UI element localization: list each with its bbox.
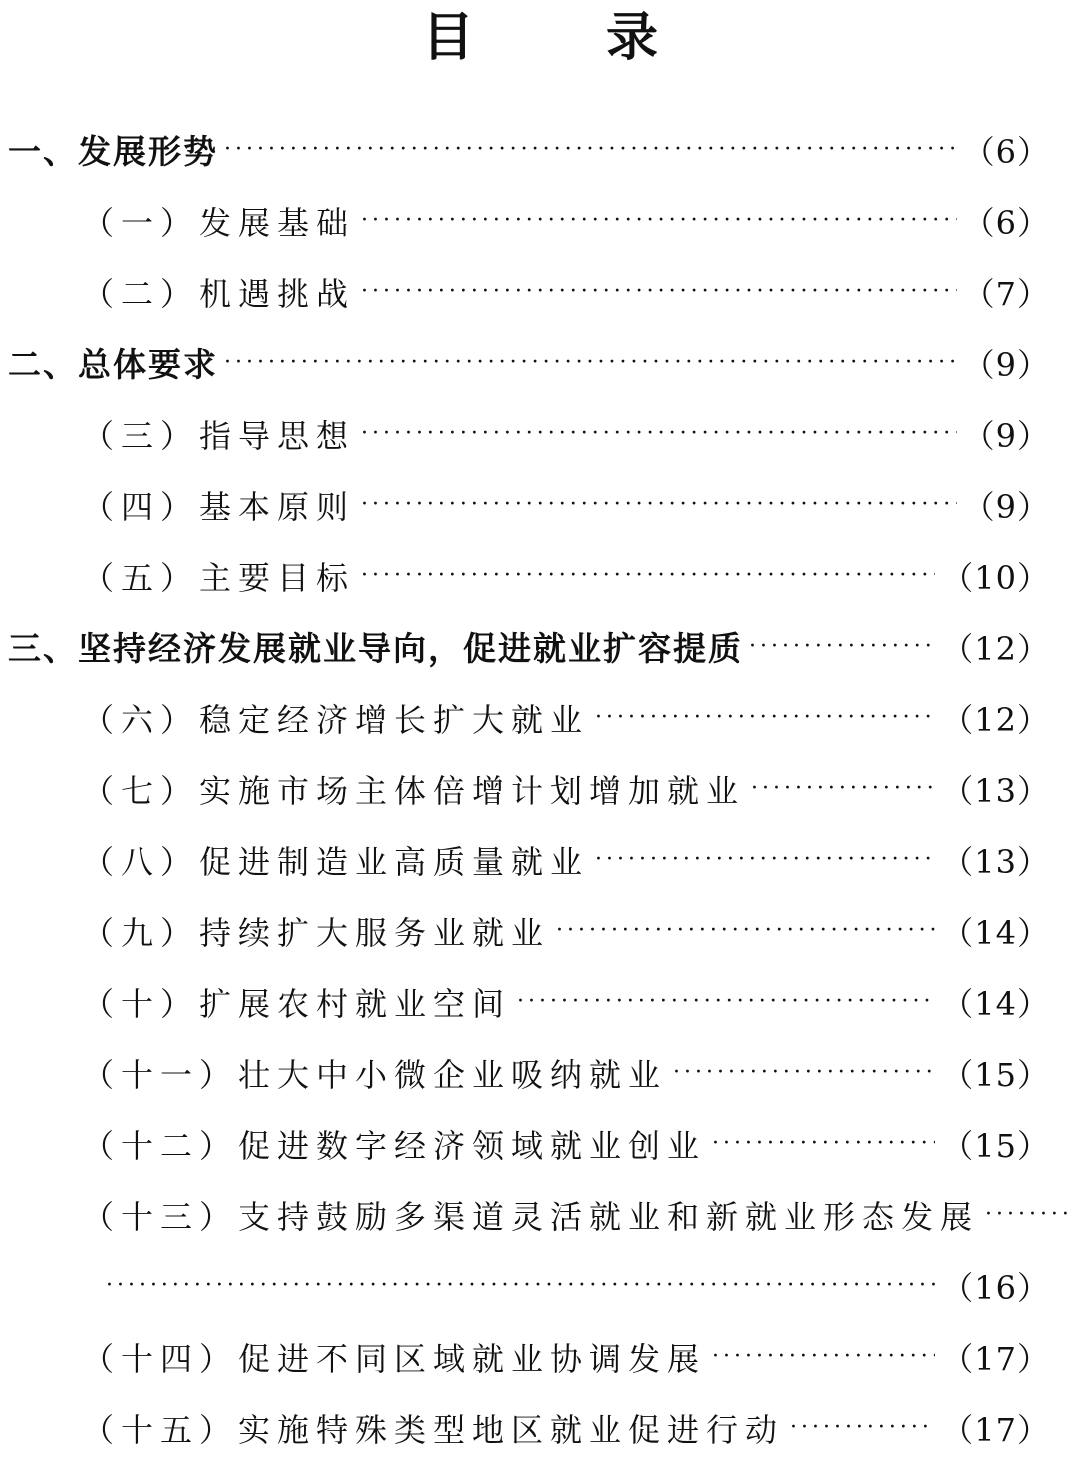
toc-entry-page: （13） (941, 771, 1050, 810)
toc-entry-label: （十三）支持鼓励多渠道灵活就业和新就业形态发展 (82, 1197, 980, 1236)
toc-entry-label: （十五）实施特殊类型地区就业促进行动 (82, 1410, 785, 1449)
toc-entry-page: （12） (941, 700, 1050, 739)
toc-entry-page: （10） (941, 558, 1050, 597)
toc-entry[interactable] (0, 1392, 1080, 1463)
toc-entry[interactable] (0, 256, 1080, 327)
toc-entry-continuation[interactable] (0, 1250, 1080, 1321)
toc-entry[interactable] (0, 611, 1080, 682)
dot-leader (673, 1053, 935, 1093)
dot-leader (712, 1337, 935, 1377)
toc-entry[interactable] (0, 1108, 1080, 1179)
dot-leader (106, 1266, 935, 1306)
table-of-contents (0, 114, 1080, 1463)
toc-entry[interactable] (0, 398, 1080, 469)
toc-entry-label: （十二）促进数字经济领域就业创业 (82, 1126, 707, 1165)
toc-entry-page: （6） (962, 132, 1050, 171)
toc-entry-label: （五）主要目标 (82, 558, 356, 597)
toc-entry[interactable] (0, 114, 1080, 185)
toc-entry-label: （三）指导思想 (82, 416, 356, 455)
toc-entry-label: （十一）壮大中小微企业吸纳就业 (82, 1055, 668, 1094)
dot-leader (556, 911, 935, 951)
dot-leader (361, 556, 935, 596)
dot-leader (595, 840, 935, 880)
toc-entry[interactable] (0, 540, 1080, 611)
toc-entry-label: （十）扩展农村就业空间 (82, 984, 512, 1023)
toc-entry[interactable] (0, 682, 1080, 753)
toc-entry-page: （17） (941, 1339, 1050, 1378)
toc-entry[interactable] (0, 895, 1080, 966)
toc-entry-label: （四）基本原则 (82, 487, 356, 526)
toc-entry[interactable] (0, 185, 1080, 256)
toc-entry-page: （17） (941, 1410, 1050, 1449)
toc-entry[interactable] (0, 469, 1080, 540)
toc-entry[interactable] (0, 966, 1080, 1037)
page-title: 目 录 (421, 7, 698, 68)
toc-entry-page: （7） (962, 274, 1050, 313)
dot-leader (517, 982, 935, 1022)
toc-entry-page: （6） (962, 203, 1050, 242)
toc-entry-page: （14） (941, 913, 1050, 952)
toc-entry-label: （九）持续扩大服务业就业 (82, 913, 551, 952)
dot-leader (361, 485, 957, 525)
toc-entry-page: （13） (941, 842, 1050, 881)
toc-entry-label: 一、发展形势 (8, 132, 218, 171)
toc-entry-page: （9） (962, 345, 1050, 384)
dot-leader (361, 272, 957, 312)
toc-entry[interactable] (0, 1321, 1080, 1392)
dot-leader (224, 130, 957, 170)
dot-leader (751, 769, 935, 809)
toc-entry-label: （六）稳定经济增长扩大就业 (82, 700, 590, 739)
toc-entry[interactable] (0, 327, 1080, 398)
toc-entry-page: （9） (962, 487, 1050, 526)
toc-entry-label: （十四）促进不同区域就业协调发展 (82, 1339, 707, 1378)
toc-entry-label: （二）机遇挑战 (82, 274, 356, 313)
dot-leader (361, 201, 957, 241)
toc-entry-page: （12） (941, 629, 1050, 668)
dot-leader (749, 627, 935, 667)
toc-entry-page: （15） (941, 1055, 1050, 1094)
toc-entry-page: （15） (941, 1126, 1050, 1165)
toc-entry-page: （9） (962, 416, 1050, 455)
toc-entry[interactable] (0, 753, 1080, 824)
dot-leader (712, 1124, 935, 1164)
toc-entry-label: 三、坚持经济发展就业导向，促进就业扩容提质 (8, 629, 743, 668)
toc-entry-page: （14） (941, 984, 1050, 1023)
toc-entry[interactable] (0, 1179, 1080, 1250)
toc-entry-label: （七）实施市场主体倍增计划增加就业 (82, 771, 746, 810)
dot-leader (361, 414, 957, 454)
dot-leader (790, 1408, 935, 1448)
toc-entry-label: 二、总体要求 (8, 345, 218, 384)
toc-entry-page: （16） (941, 1268, 1050, 1307)
toc-entry-label: （一）发展基础 (82, 203, 356, 242)
dot-leader (224, 343, 957, 383)
toc-entry[interactable] (0, 824, 1080, 895)
toc-entry[interactable] (0, 1037, 1080, 1108)
toc-entry-label: （八）促进制造业高质量就业 (82, 842, 590, 881)
dot-leader (985, 1195, 1073, 1235)
dot-leader (595, 698, 935, 738)
